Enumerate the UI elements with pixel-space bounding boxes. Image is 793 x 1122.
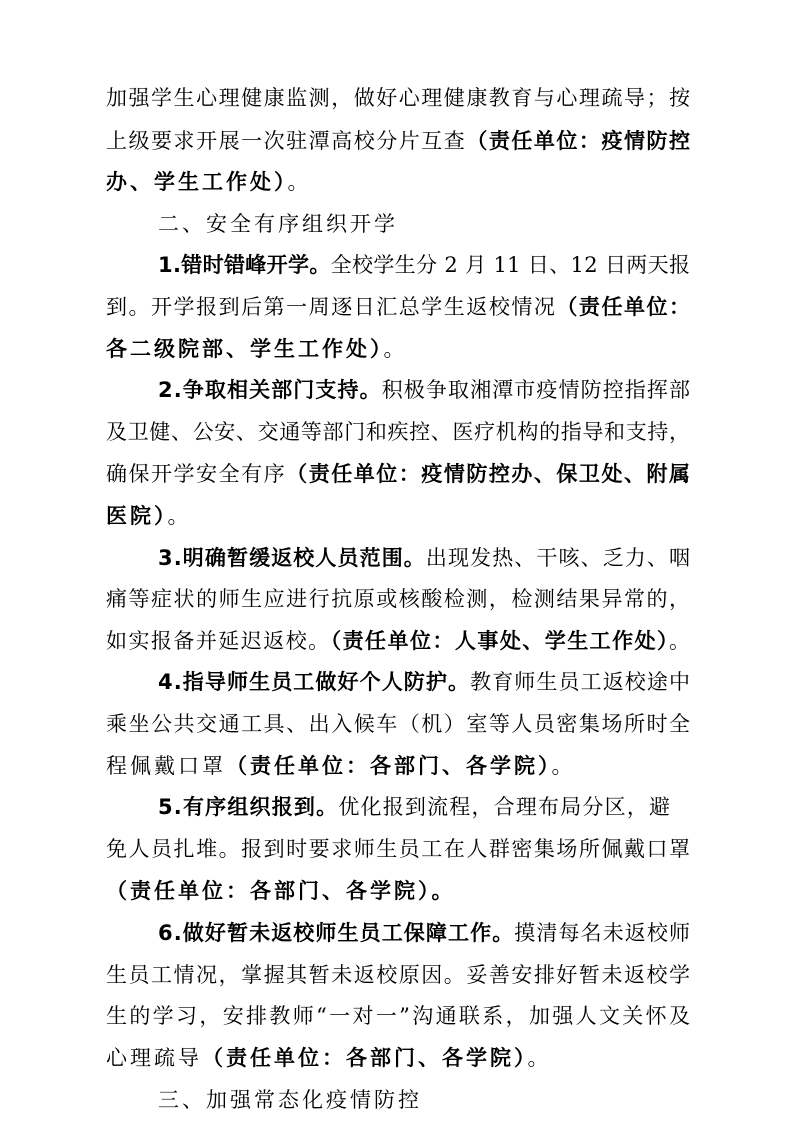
text-segment: 。	[287, 170, 312, 194]
text-segment: 程佩戴口罩	[106, 754, 226, 778]
bold-text-segment: 5.有序组织报到。	[158, 795, 339, 819]
bold-text-segment: （责任单位：各部门、各学院）	[226, 754, 552, 778]
text-line	[106, 121, 690, 161]
text-segment: 如实报备并延迟返校。	[106, 629, 331, 653]
text-segment: 生的学习，安排教师“一对一”沟通联系，加强人文关怀及	[106, 1004, 693, 1028]
text-segment: 教育师生员工返校途中	[470, 670, 692, 694]
text-segment: 到。开学报到后第一周逐日汇总学生返校情况	[106, 295, 557, 319]
text-segment: 摸清每名未返校师	[514, 921, 692, 945]
bold-text-segment: （责任单位：疫情防控	[466, 129, 692, 153]
text-segment: 出现发热、干咳、乏力、咽	[425, 546, 692, 570]
text-segment: 。	[551, 754, 576, 778]
text-line	[106, 871, 773, 911]
text-segment: 。	[167, 504, 192, 528]
text-line	[106, 162, 773, 202]
bold-text-segment: 6.做好暂未返校师生员工保障工作。	[158, 921, 515, 945]
text-line	[106, 996, 693, 1036]
bold-text-segment: 3.明确暂缓返校人员范围。	[158, 546, 426, 570]
text-line	[158, 204, 773, 244]
text-line	[158, 787, 670, 827]
text-line	[106, 621, 690, 661]
text-line	[158, 370, 690, 410]
text-line	[106, 829, 690, 869]
text-segment: 全校学生分 2 月 11 日、12 日两天报	[330, 253, 691, 277]
text-line	[106, 78, 690, 118]
text-segment: 痛等症状的师生应进行抗原或核酸检测，检测结果异常的，	[106, 587, 692, 611]
bold-text-segment: （责任单位：各部门、各学院）	[202, 1046, 528, 1070]
bold-text-segment: （责任单位：	[556, 295, 692, 319]
bold-text-segment: 4.指导师生员工做好个人防护。	[158, 670, 471, 694]
text-line	[106, 1038, 773, 1078]
text-segment: 。	[669, 629, 692, 653]
text-segment: 上级要求开展一次驻潭高校分片互查	[106, 129, 467, 153]
text-line	[106, 329, 773, 369]
text-segment: 心理疏导	[106, 1046, 202, 1070]
text-segment: 生员工情况，掌握其暂未返校原因。妥善安排好暂未返校学	[106, 963, 692, 987]
text-segment: 乘坐公共交通工具、出入候车（机）室等人员密集场所时全	[106, 712, 692, 736]
text-line	[158, 538, 690, 578]
text-segment: 。	[527, 1046, 552, 1070]
text-segment: 加强学生心理健康监测，做好心理健康教育与心理疏导；按	[106, 86, 692, 110]
text-line	[106, 412, 690, 452]
text-segment: 二、安全有序组织开学	[158, 212, 398, 236]
text-segment: 确保开学安全有序	[106, 462, 287, 486]
text-line	[106, 579, 690, 619]
text-line	[158, 913, 690, 953]
text-segment: 优化报到流程，合理布局分区，避	[338, 795, 672, 819]
text-segment: 积极争取湘潭市疫情防控指挥部	[381, 378, 692, 402]
bold-text-segment: 办、学生工作处）	[106, 170, 288, 194]
text-line	[106, 746, 773, 786]
text-line	[158, 245, 690, 285]
text-segment: 。	[383, 337, 408, 361]
bold-text-segment: （责任单位：人事处、学生工作处）	[330, 629, 670, 653]
text-line	[158, 1080, 773, 1120]
text-line	[106, 496, 773, 536]
text-segment: 三、加强常态化疫情防控	[158, 1088, 422, 1112]
text-segment: 免人员扎堆。报到时要求师生员工在人群密集场所佩戴口罩	[106, 837, 692, 861]
bold-text-segment: （责任单位：各部门、各学院）。	[106, 879, 456, 903]
bold-text-segment: 各二级院部、学生工作处）	[106, 337, 384, 361]
bold-text-segment: （责任单位：疫情防控办、保卫处、附属	[286, 462, 692, 486]
text-segment: 及卫健、公安、交通等部门和疾控、医疗机构的指导和支持，	[106, 420, 691, 444]
text-line	[106, 454, 690, 494]
text-line	[106, 704, 690, 744]
text-line	[106, 287, 690, 327]
text-line	[158, 662, 690, 702]
text-line	[106, 955, 690, 995]
bold-text-segment: 1.错时错峰开学。	[158, 253, 331, 277]
bold-text-segment: 医院）	[106, 504, 168, 528]
bold-text-segment: 2.争取相关部门支持。	[158, 378, 382, 402]
